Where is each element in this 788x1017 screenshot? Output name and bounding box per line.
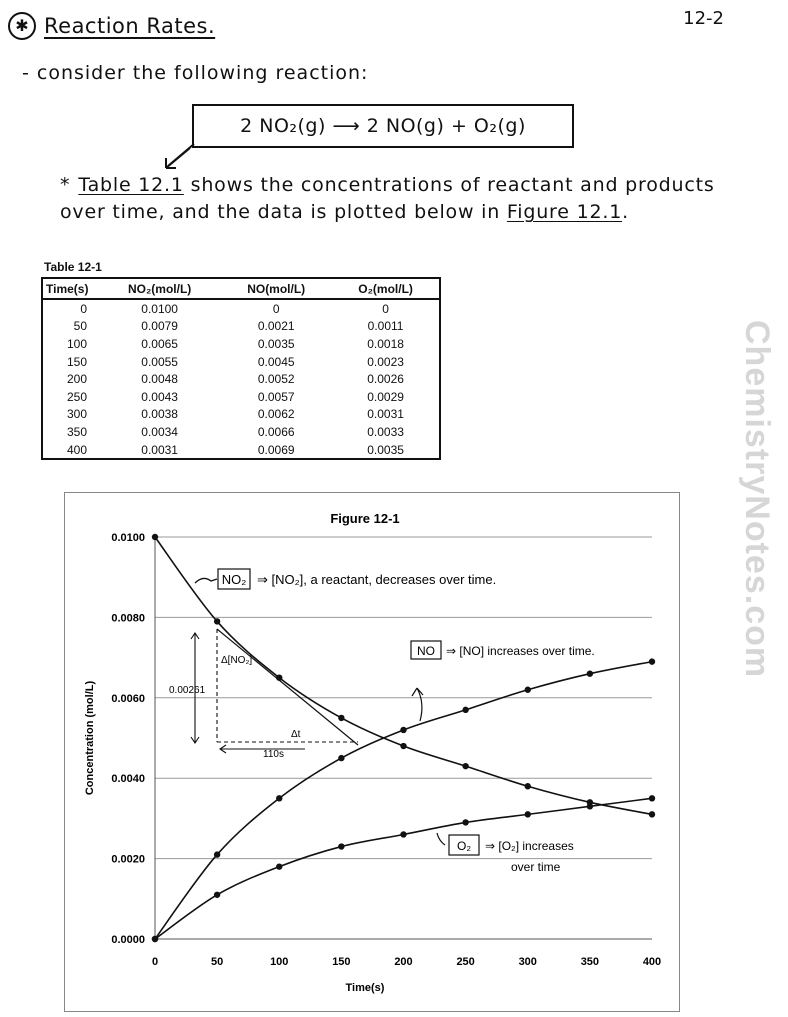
o2-annotation-text-2: over time: [511, 860, 561, 874]
figure-frame: [64, 492, 680, 1012]
table-cell: 0.0038: [141, 407, 178, 422]
data-point-no: [400, 727, 406, 733]
table-cell: 0: [80, 301, 87, 316]
data-point-no2: [462, 763, 468, 769]
no2-annotation-text: ⇒ [NO₂], a reactant, decreases over time.: [257, 572, 497, 587]
table-cell: 100: [66, 336, 87, 351]
table-cell: 0.0035: [257, 336, 295, 351]
no-annotation-text: ⇒ [NO] increases over time.: [446, 644, 595, 658]
data-point-no: [525, 687, 531, 693]
table-cell: 200: [66, 372, 87, 387]
table-cell: 300: [66, 407, 87, 422]
data-point-o2: [276, 863, 282, 869]
data-point-no: [276, 795, 282, 801]
table-row: [42, 353, 440, 371]
note-text: shows the concentrations of reactant and products over time, and the data is plotted below in: [60, 174, 715, 223]
table-cell: 0.0026: [367, 372, 404, 387]
o2-pointer-arrow: [437, 833, 445, 845]
table-ref: Table 12.1: [78, 174, 184, 196]
col-header-no: NO(mol/L): [220, 278, 332, 299]
x-tick-label: 100: [270, 956, 289, 968]
table-cell: 250: [66, 389, 87, 404]
table-cell: 0.0031: [141, 442, 178, 457]
table-row: [42, 335, 440, 353]
data-point-no2: [338, 715, 344, 721]
data-point-o2: [400, 831, 406, 837]
y-tick-label: 0.0040: [111, 773, 145, 786]
table-cell: 50: [73, 319, 87, 334]
data-point-o2: [525, 811, 531, 817]
series-line-o2: [155, 798, 652, 939]
y-tick-label: 0.0060: [111, 692, 145, 705]
table-cell: 0.0079: [141, 319, 178, 334]
table-cell: 0.0069: [257, 442, 295, 457]
table-cell: 0.0031: [367, 407, 404, 422]
data-point-no: [338, 755, 344, 761]
double-arrow-icon: [162, 142, 198, 172]
page-title: Reaction Rates.: [44, 14, 216, 38]
table-cell: 0.0018: [367, 336, 404, 351]
note-end: .: [622, 201, 629, 223]
table-cell: 0.0035: [367, 442, 404, 457]
reaction-equation: 2 NO₂(g) ⟶ 2 NO(g) + O₂(g): [192, 104, 574, 148]
delta-t-label: Δt: [291, 729, 301, 740]
no-pointer-arrow: [412, 688, 423, 721]
y-tick-label: 0.0000: [111, 934, 145, 946]
data-point-o2: [649, 795, 655, 801]
table-cell: 0.0023: [367, 354, 404, 369]
table-cell: 0.0052: [257, 372, 295, 387]
data-point-o2: [462, 819, 468, 825]
x-tick-label: 150: [332, 956, 351, 968]
table-cell: 0.0045: [257, 354, 295, 369]
table-cell: 0.0043: [141, 389, 178, 404]
x-tick-label: 400: [642, 956, 662, 968]
o2-annotation-text: ⇒ [O₂] increases: [485, 839, 574, 853]
table-body: [42, 299, 440, 459]
table-row: [42, 406, 440, 424]
no-box-label: NO: [417, 644, 435, 658]
table-cell: 150: [66, 354, 87, 369]
y-tick-label: 0.0020: [111, 853, 145, 866]
o2-box-label: O₂: [457, 839, 471, 853]
x-tick-label: 50: [211, 956, 224, 968]
table-header-row: [42, 278, 440, 299]
asterisk-circle-icon: ✱: [8, 12, 36, 40]
data-point-no2: [525, 783, 531, 789]
table-cell: 0.0100: [141, 301, 178, 316]
table-cell: 0.0033: [367, 424, 404, 439]
table-cell: 0.0065: [141, 336, 178, 351]
table-cell: 0.0048: [141, 372, 178, 387]
slope-value-label: 0.00261: [169, 685, 206, 696]
x-tick-label: 0: [151, 956, 159, 968]
table-cell: 400: [66, 442, 87, 457]
x-tick-label: 250: [456, 956, 475, 968]
no2-pointer-arrow: [195, 578, 217, 583]
table-cell: 0.0021: [257, 319, 295, 334]
y-tick-label: 0.0080: [111, 612, 145, 625]
col-header-time: Time(s): [42, 278, 99, 299]
data-point-no: [462, 707, 468, 713]
table-row: [42, 318, 440, 336]
x-tick-label: 200: [394, 956, 413, 968]
x-axis-label: Time(s): [345, 982, 385, 994]
data-point-o2: [152, 936, 158, 942]
series-line-no: [155, 662, 652, 939]
asterisk-icon: *: [60, 174, 71, 196]
figure-12-1-chart: [65, 493, 679, 1011]
table-cell: 0.0057: [257, 389, 295, 404]
table-row: [42, 370, 440, 388]
data-point-o2: [338, 843, 344, 849]
table-row: [42, 299, 440, 318]
table-cell: 0.0029: [367, 389, 404, 404]
table-cell: 350: [66, 424, 87, 439]
table-row: [42, 388, 440, 406]
slope-time-label: 110s: [263, 749, 284, 760]
data-point-no2: [400, 743, 406, 749]
title-row: [8, 12, 215, 40]
concentration-table: [41, 277, 441, 460]
table-cell: 0.0055: [141, 354, 178, 369]
table-cell: 0.0066: [257, 424, 295, 439]
y-axis-label: Concentration (mol/L): [84, 680, 96, 796]
data-point-no2: [649, 811, 655, 817]
table-cell: 0.0062: [257, 407, 295, 422]
data-point-no: [214, 851, 220, 857]
data-point-no2: [214, 618, 220, 624]
chart-title: Figure 12-1: [330, 511, 400, 526]
no2-box-label: NO₂: [221, 572, 247, 587]
col-header-o2: O₂(mol/L): [332, 278, 440, 299]
x-tick-label: 350: [580, 956, 600, 968]
figure-ref: Figure 12.1: [506, 201, 623, 223]
data-point-o2: [214, 892, 220, 898]
table-cell: 0: [272, 301, 280, 316]
intro-text: - consider the following reaction:: [22, 62, 369, 84]
data-point-no2: [152, 534, 158, 540]
note-paragraph: [60, 172, 720, 226]
delta-conc-label: Δ[NO₂]: [221, 655, 253, 666]
y-tick-label: 0.0100: [111, 532, 145, 544]
watermark: ChemistryNotes.com: [738, 320, 776, 679]
tangent-line: [217, 629, 358, 745]
data-point-no: [649, 658, 655, 664]
data-point-o2: [587, 803, 593, 809]
table-row: [42, 423, 440, 441]
table-cell: 0.0011: [367, 319, 404, 334]
x-tick-label: 300: [518, 956, 537, 968]
table-caption: Table 12-1: [44, 260, 102, 274]
data-point-no: [587, 670, 593, 676]
page-number: 12-2: [683, 8, 724, 29]
table-cell: 0.0034: [141, 424, 178, 439]
table-row: [42, 441, 440, 460]
table-cell: 0: [382, 301, 389, 316]
col-header-no2: NO₂(mol/L): [99, 278, 220, 299]
